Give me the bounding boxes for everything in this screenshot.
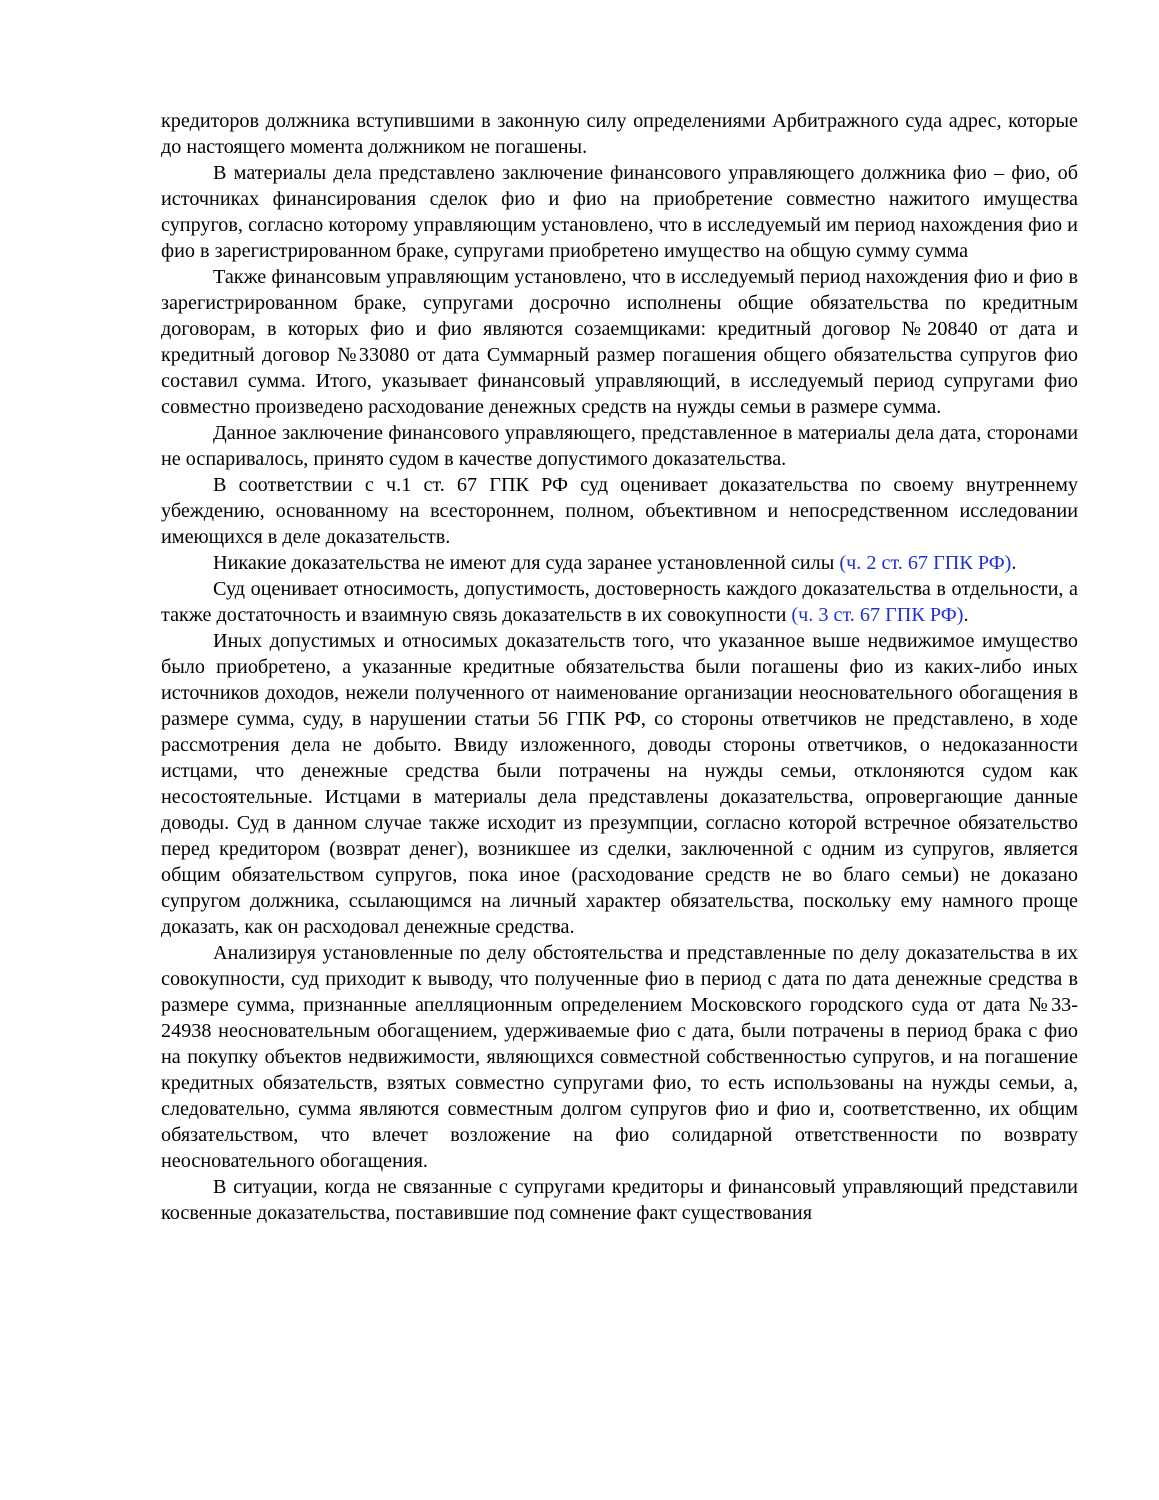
paragraph-7 [161,576,1078,628]
paragraph-4-text: Данное заключение финансового управляющего, представленное в материалы дела дата, сторонами не оспаривалось, принято судом в качестве допустимого доказательства. [161,422,1078,470]
paragraph-5 [161,472,1078,550]
paragraph-6 [161,550,1078,576]
law-reference-link[interactable]: (ч. 2 ст. 67 ГПК РФ) [839,552,1012,574]
paragraph-2-text: В материалы дела представлено заключение финансового управляющего должника фио – фио, об источниках финансирования сделок фио и фио на приобретение совместно нажитого имущества супругов, согласно которому управляющим установлено, что в исследуемый им период нахождения фио и фио в зарегистрированном браке, супругами приобретено имущество на общую сумму сумма [161,162,1078,262]
paragraph-7-text: Суд оценивает относимость, допустимость, достоверность каждого доказательства в отдельности, а также достаточность и взаимную связь доказательств в их совокупности [161,578,1078,626]
paragraph-10-text: В ситуации, когда не связанные с супругами кредиторы и финансовый управляющий представили косвенные доказательства, поставившие под сомнение факт существования [161,1176,1078,1224]
paragraph-7-tail: . [963,604,969,626]
paragraph-9 [161,940,1078,1174]
paragraph-6-tail: . [1011,552,1017,574]
paragraph-1 [161,108,1078,160]
paragraph-1-text: кредиторов должника вступившими в законную силу определениями Арбитражного суда адрес, которые до настоящего момента должником не погашены. [161,110,1078,158]
document-page [161,108,1078,1226]
paragraph-10 [161,1174,1078,1226]
paragraph-6-text: Никакие доказательства не имеют для суда заранее установленной силы [213,552,840,574]
paragraph-8 [161,628,1078,940]
law-reference-link[interactable]: (ч. 3 ст. 67 ГПК РФ) [791,604,964,626]
paragraph-5-text: В соответствии с ч.1 ст. 67 ГПК РФ суд оценивает доказательства по своему внутреннему убеждению, основанному на всестороннем, полном, объективном и непосредственном исследовании имеющихся в деле доказательств. [161,474,1078,548]
paragraph-4 [161,420,1078,472]
paragraph-9-text: Анализируя установленные по делу обстоятельства и представленные по делу доказательства в их совокупности, суд приходит к выводу, что полученные фио в период с дата по дата денежные средства в размере сумма, признанные апелляционным определением Московского городского суда от дата №33-24938 неосновательным обогащением, удерживаемые фио с дата, были потрачены в период брака с фио на покупку объектов недвижимости, являющихся совместной собственностью супругов, и на погашение кредитных обязательств, взятых совместно супругами фио, то есть использованы на нужды семьи, а, следовательно, сумма являются совместным долгом супругов фио и фио и, соответственно, их общим обязательством, что влечет возложение на фио солидарной ответственности по возврату неосновательного обогащения. [161,942,1078,1172]
paragraph-2 [161,160,1078,264]
paragraph-3-text: Также финансовым управляющим установлено, что в исследуемый период нахождения фио и фио в зарегистрированном браке, супругами досрочно исполнены общие обязательства по кредитным договорам, в которых фио и фио являются созаемщиками: кредитный договор №20840 от дата и кредитный договор №33080 от дата Суммарный размер погашения общего обязательства супругов фио составил сумма. Итого, указывает финансовый управляющий, в исследуемый период супругами фио совместно произведено расходование денежных средств на нужды семьи в размере сумма. [161,266,1078,418]
paragraph-8-text: Иных допустимых и относимых доказательств того, что указанное выше недвижимое имущество было приобретено, а указанные кредитные обязательства были погашены фио из каких-либо иных источников доходов, нежели полученного от наименование организации неосновательного обогащения в размере сумма, суду, в нарушении статьи 56 ГПК РФ, со стороны ответчиков не представлено, в ходе рассмотрения дела не добыто. Ввиду изложенного, доводы стороны ответчиков, о недоказанности истцами, что денежные средства были потрачены на нужды семьи, отклоняются судом как несостоятельные. Истцами в материалы дела представлены доказательства, опровергающие данные доводы. Суд в данном случае также исходит из презумпции, согласно которой встречное обязательство перед кредитором (возврат денег), возникшее из сделки, заключенной с одним из супругов, является общим обязательством супругов, пока иное (расходование средств не во благо семьи) не доказано супругом должника, ссылающимся на личный характер обязательства, поскольку ему намного проще доказать, как он расходовал денежные средства. [161,630,1078,938]
paragraph-3 [161,264,1078,420]
